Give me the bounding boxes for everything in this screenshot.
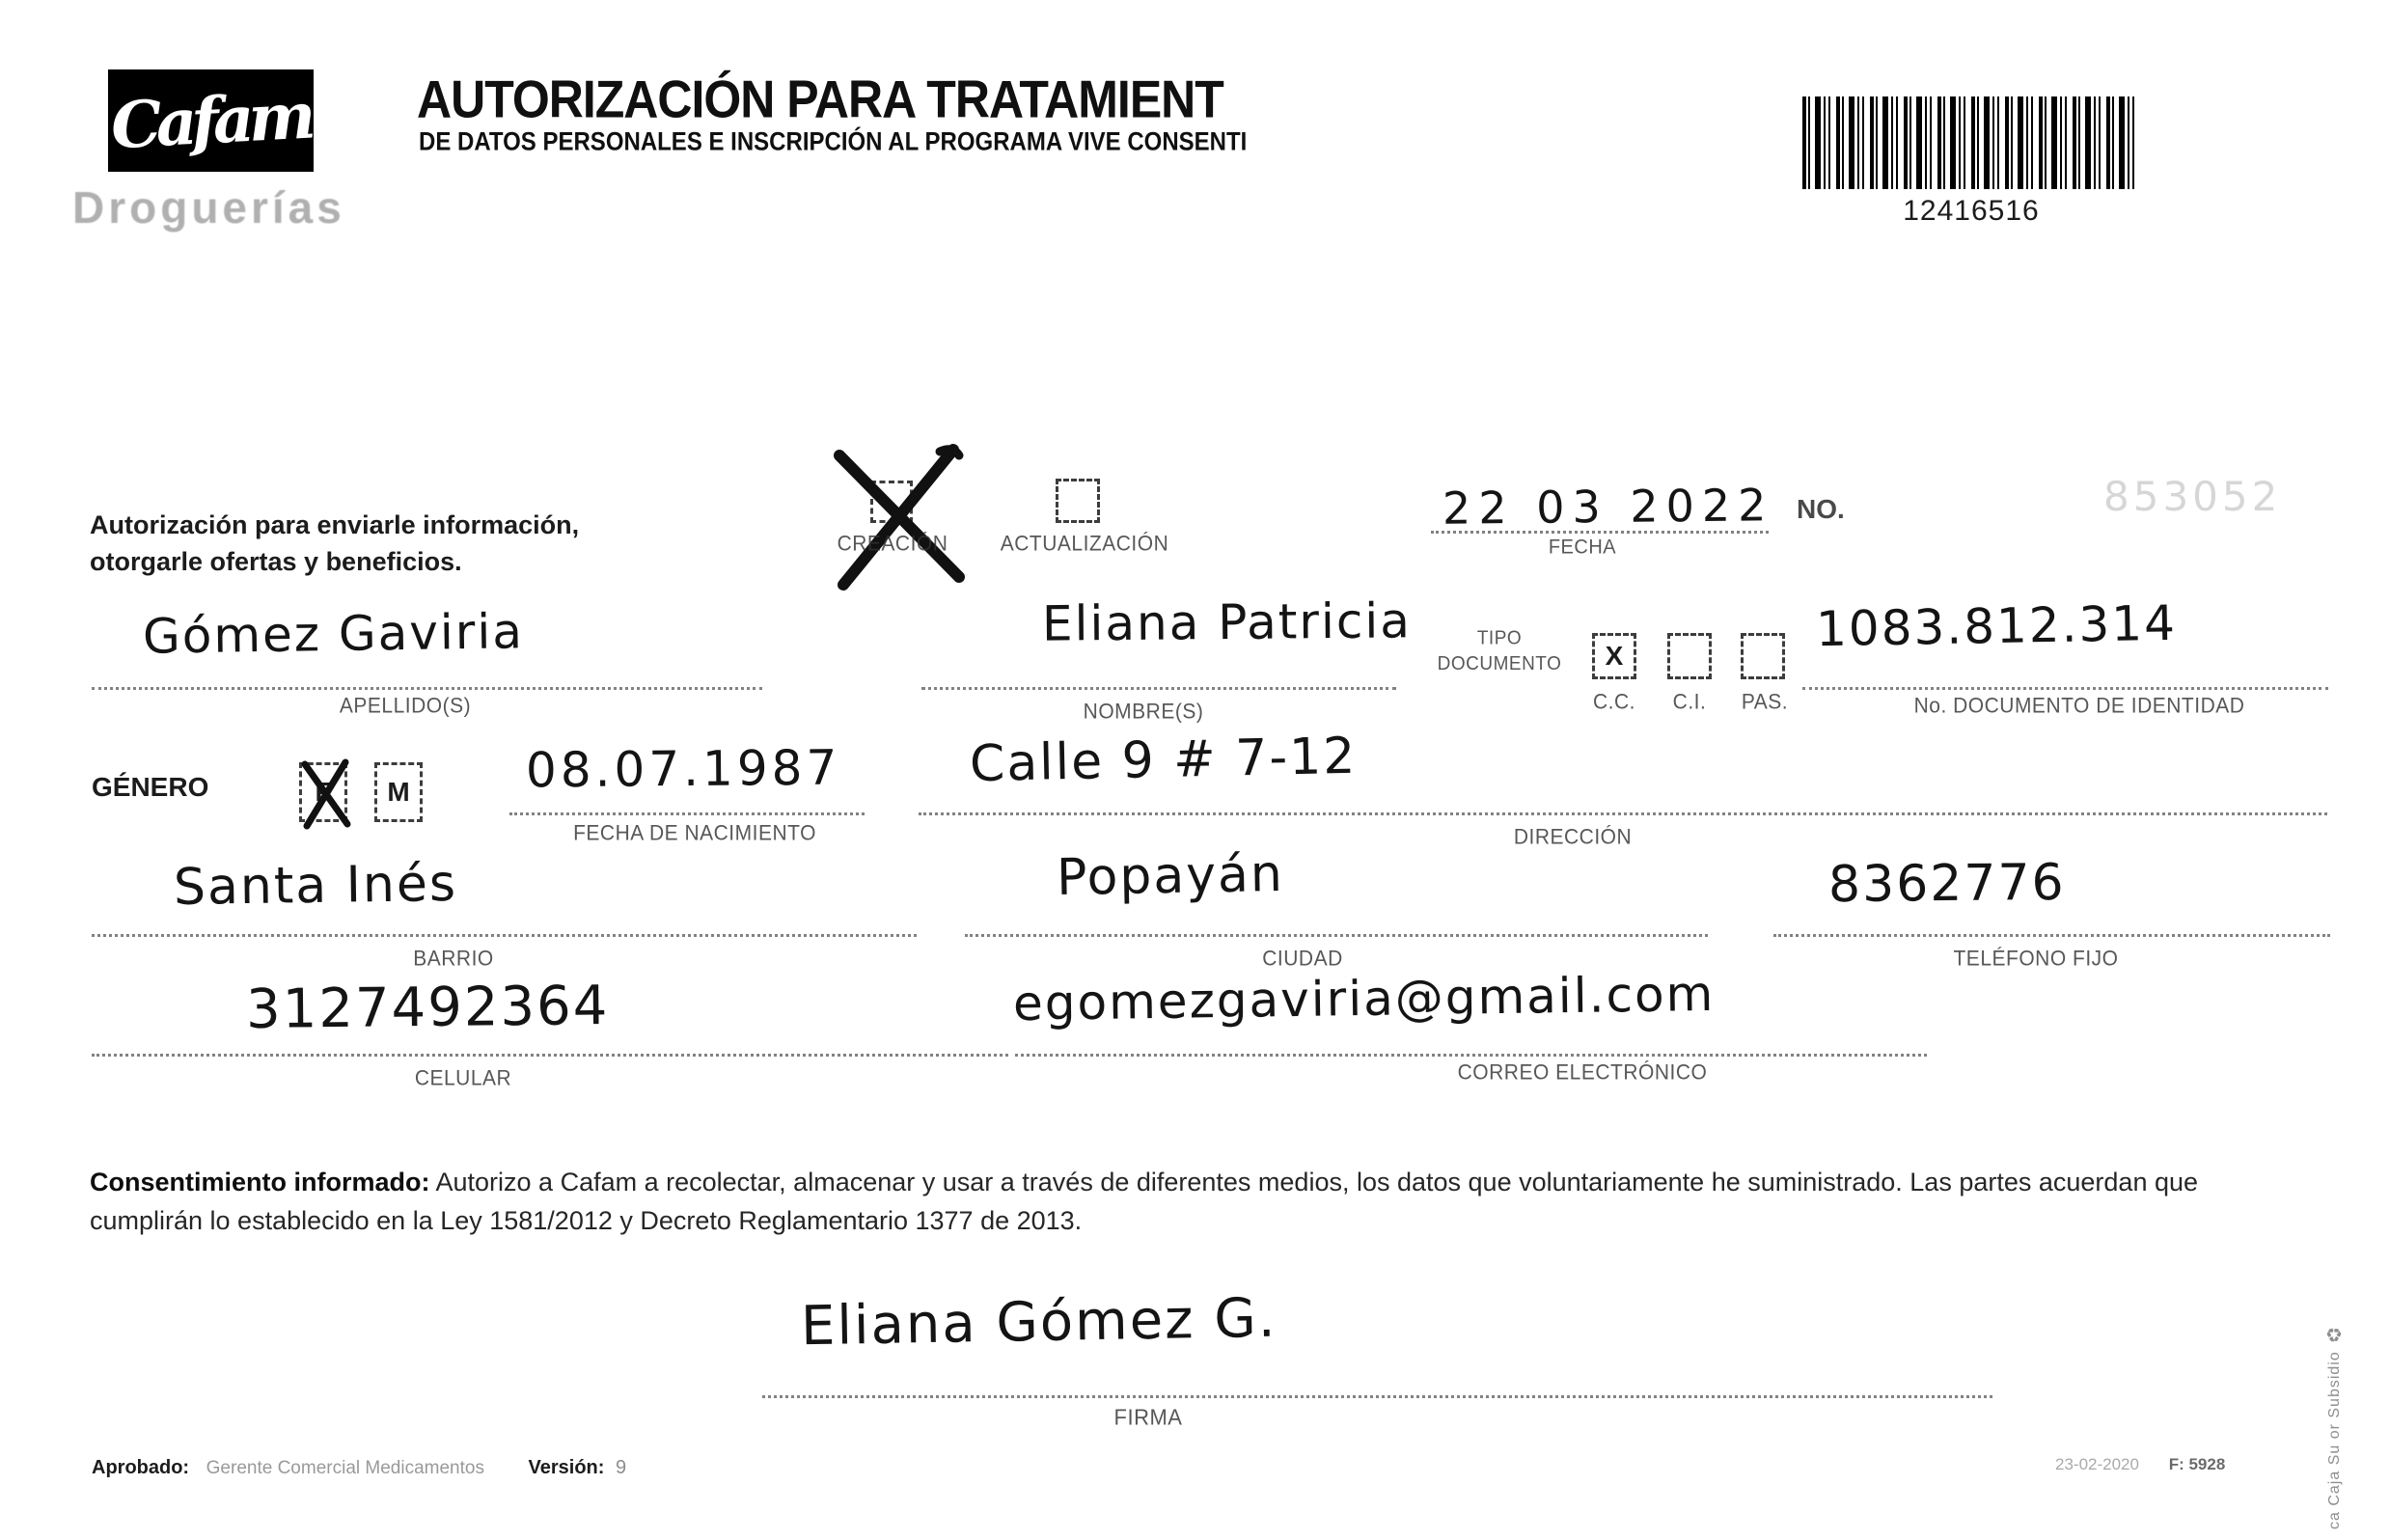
- form-title: AUTORIZACIÓN PARA TRATAMIENT: [417, 69, 1223, 129]
- barrio-line: [92, 934, 917, 937]
- version-value: 9: [616, 1457, 627, 1478]
- celular-value: 3127492364: [245, 975, 610, 1041]
- direccion-line: [919, 812, 2327, 815]
- telefono-fijo-label: TELÉFONO FIJO: [1953, 947, 2119, 971]
- fecha-nacimiento-value: 08.07.1987: [525, 739, 841, 799]
- apellidos-value: Gómez Gaviria: [142, 603, 525, 665]
- aprobado-label: Aprobado:: [92, 1457, 190, 1478]
- tipo-ce-label: C.I.: [1672, 690, 1707, 714]
- tipo-documento-label: TIPO DOCUMENTO: [1437, 627, 1562, 675]
- tipo-cc-check-mark: X: [1605, 641, 1624, 671]
- ciudad-value: Popayán: [1056, 844, 1285, 908]
- creacion-check-x: [826, 440, 971, 592]
- consent-bold-prefix: Consentimiento informado:: [90, 1168, 430, 1196]
- tipo-pas-checkbox: [1741, 633, 1785, 679]
- authorization-statement-line2: otorgarle ofertas y beneficios.: [90, 547, 462, 576]
- nombres-value: Eliana Patricia: [1041, 592, 1413, 652]
- side-vertical-note: [2323, 1211, 2347, 1529]
- footer-approval: [92, 1457, 626, 1479]
- direccion-value: Calle 9 # 7-12: [969, 727, 1358, 794]
- footer-meta: [2055, 1455, 2225, 1474]
- signature-label: FIRMA: [1113, 1404, 1183, 1430]
- telefono-fijo-line: [1773, 934, 2330, 937]
- barrio-value: Santa Inés: [173, 854, 458, 918]
- genero-f-option: F: [315, 777, 332, 807]
- celular-label: CELULAR: [414, 1066, 512, 1090]
- no-label: NO.: [1797, 494, 1845, 524]
- genero-label: GÉNERO: [92, 772, 209, 802]
- correo-value: egomezgaviria@gmail.com: [1012, 965, 1716, 1032]
- consent-paragraph: [90, 1163, 2290, 1240]
- actualizacion-label: ACTUALIZACIÓN: [1000, 532, 1169, 556]
- ciudad-line: [965, 934, 1708, 937]
- barcode-number: 12416516: [1903, 195, 2040, 227]
- footer-date: 23-02-2020: [2055, 1455, 2139, 1473]
- form-subtitle: DE DATOS PERSONALES E INSCRIPCIÓN AL PROGRAMA VIVE CONSENTI: [419, 127, 1248, 157]
- cafam-logo: [108, 69, 314, 172]
- barcode: [1802, 96, 2140, 189]
- aprobado-value: Gerente Comercial Medicamentos: [206, 1458, 484, 1478]
- documento-line: [1802, 687, 2328, 690]
- consent-text: Autorizo a Cafam a recolectar, almacenar y usar a través de diferentes medios, los datos que voluntariamente he suministrado. Las partes acuerdan que cumplirán lo establecido en la Ley 1581/2012 y Decreto Reglamentario 1377 de 2013.: [90, 1168, 2199, 1235]
- fecha-line: [1431, 531, 1769, 534]
- actualizacion-checkbox: [1056, 479, 1100, 523]
- tipo-cc-checkbox: [1592, 633, 1636, 679]
- droguerias-stamp: Droguerías: [72, 182, 345, 233]
- signature-line: [762, 1395, 1992, 1398]
- tipo-cc-label: C.C.: [1593, 690, 1635, 714]
- no-stamp-value: 853052: [2103, 473, 2282, 520]
- signature-value: Eliana Gómez G.: [800, 1286, 1278, 1359]
- fecha-label: FECHA: [1548, 536, 1617, 559]
- fecha-value: 22 03 2022: [1442, 479, 1774, 535]
- documento-value: 1083.812.314: [1815, 594, 2178, 658]
- direccion-label: DIRECCIÓN: [1513, 825, 1633, 849]
- genero-m-option: M: [387, 777, 410, 807]
- footer-form-code: F: 5928: [2168, 1455, 2226, 1473]
- fecha-nacimiento-label: FECHA DE NACIMIENTO: [573, 821, 816, 845]
- celular-line: [92, 1054, 1008, 1057]
- barrio-label: BARRIO: [413, 947, 494, 971]
- nombres-label: NOMBRE(S): [1083, 700, 1204, 724]
- nombres-line: [921, 687, 1396, 690]
- authorization-statement-line1: Autorización para enviarle información,: [90, 510, 580, 539]
- version-label: Versión:: [528, 1457, 605, 1478]
- correo-label: CORREO ELECTRÓNICO: [1457, 1060, 1708, 1085]
- fecha-nacimiento-line: [509, 812, 865, 815]
- tipo-pas-label: PAS.: [1741, 690, 1789, 714]
- apellidos-line: [92, 687, 762, 690]
- correo-line: [1015, 1054, 1927, 1057]
- documento-label: No. DOCUMENTO DE IDENTIDAD: [1913, 694, 2245, 718]
- ciudad-label: CIUDAD: [1262, 947, 1343, 971]
- cafam-logo-text: Cafam: [109, 77, 313, 164]
- apellidos-label: APELLIDO(S): [339, 694, 472, 718]
- genero-check-x: [295, 755, 357, 832]
- tipo-ce-checkbox: [1667, 633, 1712, 679]
- creacion-label: CREACIÓN: [837, 532, 948, 556]
- authorization-statement: [90, 507, 579, 580]
- telefono-fijo-value: 8362776: [1827, 853, 2066, 915]
- side-note-text: ca Caja Su or Subsidio: [2326, 1351, 2343, 1529]
- genero-m-checkbox: [374, 762, 423, 822]
- recycle-icon: ♻: [2324, 1321, 2346, 1346]
